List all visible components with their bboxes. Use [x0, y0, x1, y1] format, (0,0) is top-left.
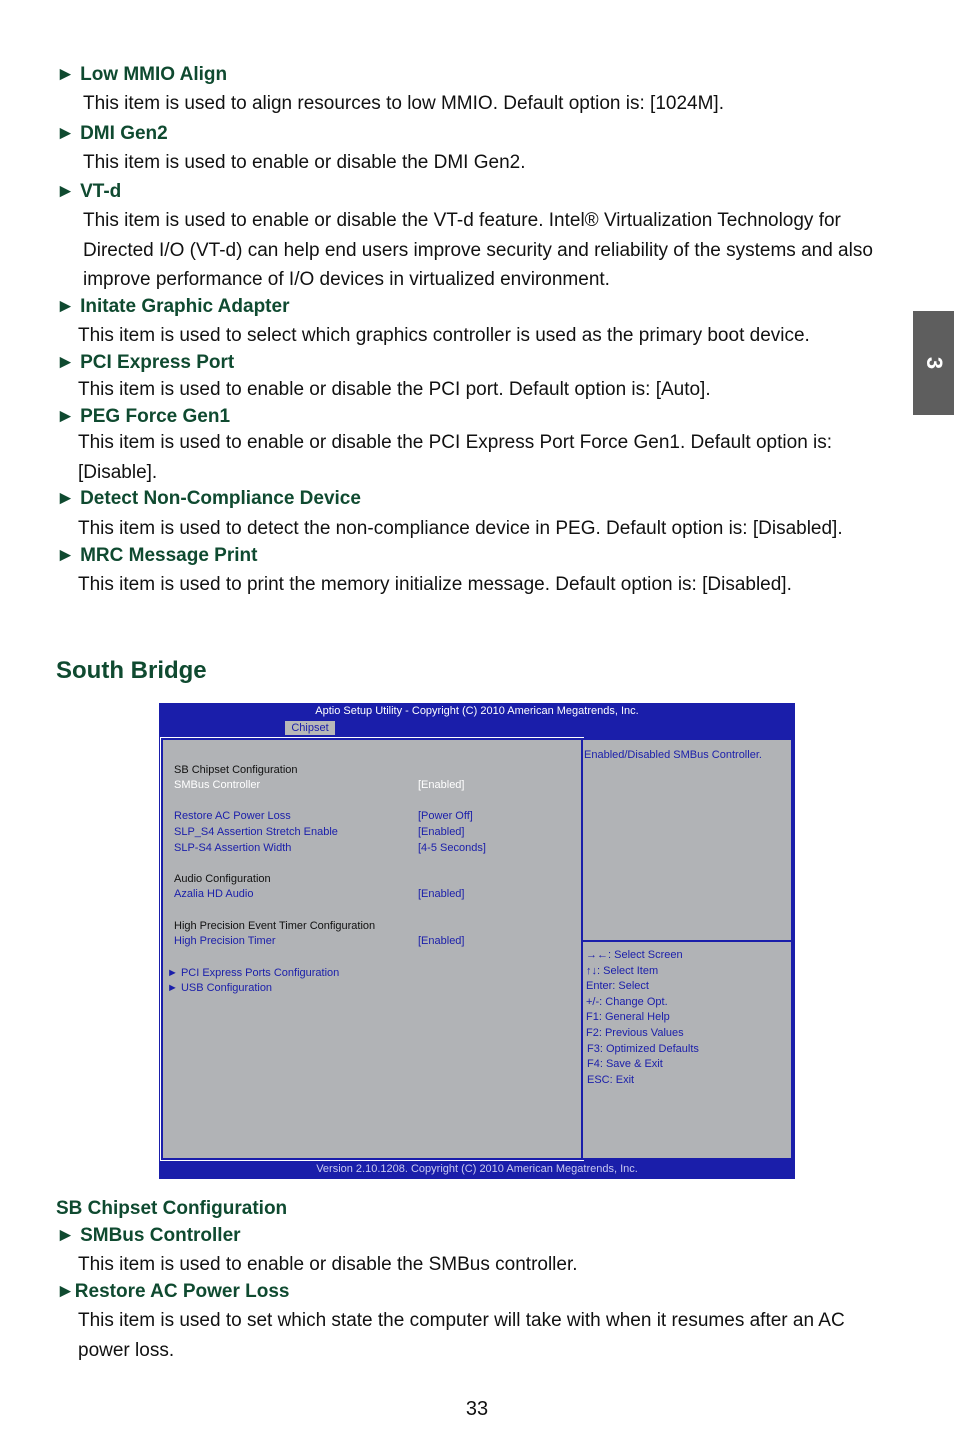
- high-precision-timer-item[interactable]: High Precision Timer: [174, 935, 276, 947]
- desc-detect-non-compliance-device: This item is used to detect the non-compliance device in PEG. Default option is: [Disabled].: [78, 518, 843, 539]
- heading-sb-chipset-configuration: SB Chipset Configuration: [56, 1198, 288, 1219]
- slp-s4-width-value[interactable]: [4-5 Seconds]: [418, 842, 486, 854]
- desc-vt-d-line-3: improve performance of I/O devices in virtualized environment.: [83, 269, 610, 290]
- bios-footer: Version 2.10.1208. Copyright (C) 2010 American Megatrends, Inc.: [316, 1163, 638, 1175]
- usb-config-link[interactable]: ► USB Configuration: [167, 982, 273, 994]
- hpet-config-label: High Precision Event Timer Configuration: [174, 920, 376, 932]
- azalia-hd-audio-item[interactable]: Azalia HD Audio: [174, 888, 254, 900]
- bios-main-panel: [161, 738, 583, 1160]
- pci-express-ports-config-link[interactable]: ► PCI Express Ports Configuration: [167, 967, 340, 979]
- heading-low-mmio-align: ► Low MMIO Align: [56, 64, 228, 85]
- desc-pci-express-port: This item is used to enable or disable the PCI port. Default option is: [Auto].: [78, 379, 711, 400]
- key-general-help: F1: General Help: [586, 1011, 670, 1023]
- slp-s4-stretch-item[interactable]: SLP_S4 Assertion Stretch Enable: [174, 826, 338, 838]
- heading-dmi-gen2: ► DMI Gen2: [56, 123, 168, 144]
- desc-vt-d-line-2: Directed I/O (VT-d) can help end users improve security and reliability of the systems and also: [83, 240, 873, 261]
- high-precision-timer-value[interactable]: [Enabled]: [418, 935, 465, 947]
- desc-peg-force-gen1-line-2: [Disable].: [78, 462, 158, 483]
- heading-initate-graphic-adapter: ► Initate Graphic Adapter: [56, 296, 290, 317]
- sb-chipset-config-label: SB Chipset Configuration: [174, 764, 298, 776]
- desc-smbus-controller: This item is used to enable or disable the SMBus controller.: [78, 1254, 578, 1275]
- desc-restore-ac-power-loss-line-2: power loss.: [78, 1340, 175, 1361]
- heading-restore-ac-power-loss: ►Restore AC Power Loss: [56, 1281, 290, 1302]
- smbus-controller-item[interactable]: SMBus Controller: [174, 779, 261, 791]
- bios-title: Aptio Setup Utility - Copyright (C) 2010 American Megatrends, Inc.: [315, 705, 639, 717]
- heading-peg-force-gen1: ► PEG Force Gen1: [56, 406, 231, 427]
- bios-help-panel: [581, 738, 793, 942]
- key-enter-select: Enter: Select: [586, 980, 649, 992]
- key-esc-exit: ESC: Exit: [587, 1074, 635, 1086]
- azalia-hd-audio-value[interactable]: [Enabled]: [418, 888, 465, 900]
- restore-ac-power-loss-item[interactable]: Restore AC Power Loss: [174, 810, 291, 822]
- heading-mrc-message-print: ► MRC Message Print: [56, 545, 258, 566]
- desc-peg-force-gen1-line-1: This item is used to enable or disable the PCI Express Port Force Gen1. Default option is:: [78, 432, 833, 453]
- key-select-screen: →←: Select Screen: [586, 949, 683, 961]
- key-optimized-defaults: F3: Optimized Defaults: [587, 1043, 699, 1055]
- bios-key-legend: [581, 940, 793, 1160]
- key-save-exit: F4: Save & Exit: [587, 1058, 663, 1070]
- slp-s4-stretch-value[interactable]: [Enabled]: [418, 826, 465, 838]
- key-change-opt: +/-: Change Opt.: [586, 996, 668, 1008]
- desc-vt-d-line-1: This item is used to enable or disable the VT-d feature. Intel® Virtualization Technology for: [83, 210, 841, 231]
- heading-smbus-controller: ► SMBus Controller: [56, 1225, 241, 1246]
- desc-low-mmio-align: This item is used to align resources to low MMIO. Default option is: [1024M].: [83, 93, 724, 114]
- smbus-controller-value[interactable]: [Enabled]: [418, 779, 465, 791]
- slp-s4-width-item[interactable]: SLP-S4 Assertion Width: [174, 842, 292, 854]
- chapter-number: 3: [921, 356, 947, 370]
- section-title: South Bridge: [56, 657, 207, 684]
- audio-config-label: Audio Configuration: [174, 873, 271, 885]
- heading-vt-d: ► VT-d: [56, 181, 122, 202]
- desc-mrc-message-print: This item is used to print the memory initialize message. Default option is: [Disabled].: [78, 574, 792, 595]
- page-number: 33: [465, 1398, 489, 1420]
- desc-restore-ac-power-loss-line-1: This item is used to set which state the computer will take with when it resumes after an AC: [78, 1310, 845, 1331]
- desc-dmi-gen2: This item is used to enable or disable the DMI Gen2.: [83, 152, 526, 173]
- heading-detect-non-compliance-device: ► Detect Non-Compliance Device: [56, 488, 361, 509]
- key-previous-values: F2: Previous Values: [586, 1027, 684, 1039]
- restore-ac-power-loss-value[interactable]: [Power Off]: [418, 810, 473, 822]
- chapter-tab: [913, 311, 954, 415]
- bios-screenshot: [159, 703, 795, 1179]
- help-text: Enabled/Disabled SMBus Controller.: [584, 749, 762, 761]
- desc-initate-graphic-adapter: This item is used to select which graphics controller is used as the primary boot device.: [78, 325, 810, 346]
- heading-pci-express-port: ► PCI Express Port: [56, 352, 235, 373]
- key-select-item: ↑↓: Select Item: [586, 965, 659, 977]
- bios-tab-chipset[interactable]: Chipset: [285, 721, 335, 735]
